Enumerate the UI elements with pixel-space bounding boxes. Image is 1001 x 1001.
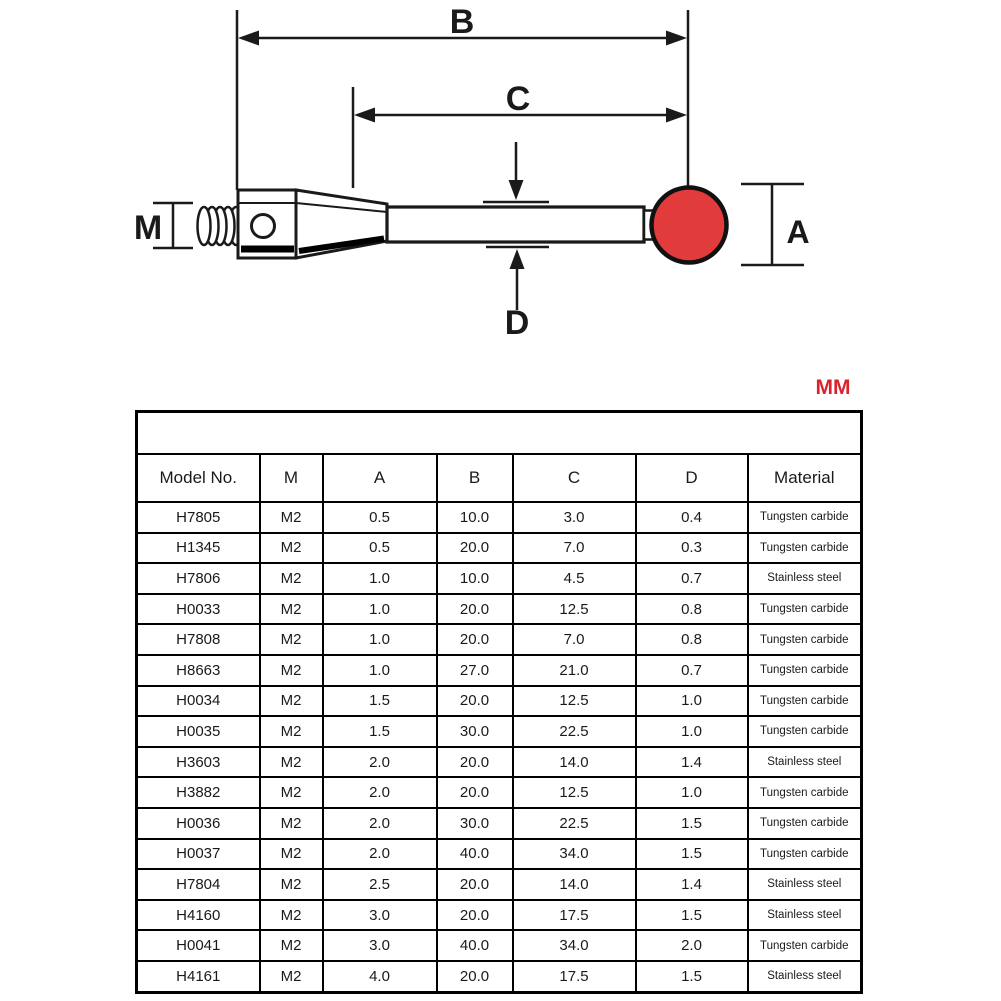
cell-b: 20.0 bbox=[437, 747, 513, 778]
spacer-cell bbox=[137, 412, 862, 455]
cell-m: M2 bbox=[260, 624, 323, 655]
set-screw-hole bbox=[252, 215, 275, 238]
table-row bbox=[137, 533, 862, 564]
cell-a: 1.0 bbox=[323, 624, 437, 655]
cell-m: M2 bbox=[260, 747, 323, 778]
dim-label-c: C bbox=[505, 80, 531, 118]
cell-a: 2.0 bbox=[323, 808, 437, 839]
cell-d: 1.0 bbox=[636, 686, 748, 717]
cell-c: 12.5 bbox=[513, 686, 636, 717]
thread-section bbox=[198, 207, 243, 245]
arrowhead-icon bbox=[666, 31, 687, 46]
cell-material: Tungsten carbide bbox=[748, 930, 862, 961]
cell-material: Tungsten carbide bbox=[748, 594, 862, 625]
cell-material: Tungsten carbide bbox=[748, 655, 862, 686]
table-row bbox=[137, 686, 862, 717]
cell-c: 3.0 bbox=[513, 502, 636, 533]
col-header-d: D bbox=[636, 454, 748, 502]
cell-m: M2 bbox=[260, 930, 323, 961]
cell-a: 2.0 bbox=[323, 839, 437, 870]
spec-table bbox=[135, 410, 863, 994]
table-spacer-row bbox=[137, 412, 862, 455]
cell-m: M2 bbox=[260, 655, 323, 686]
cell-b: 20.0 bbox=[437, 900, 513, 931]
cell-m: M2 bbox=[260, 869, 323, 900]
cell-c: 17.5 bbox=[513, 961, 636, 992]
cell-material: Tungsten carbide bbox=[748, 624, 862, 655]
cell-b: 20.0 bbox=[437, 961, 513, 992]
table-row bbox=[137, 624, 862, 655]
cell-b: 20.0 bbox=[437, 869, 513, 900]
cell-b: 30.0 bbox=[437, 808, 513, 839]
table-row bbox=[137, 839, 862, 870]
cell-model: H7804 bbox=[137, 869, 260, 900]
cell-b: 40.0 bbox=[437, 839, 513, 870]
cell-m: M2 bbox=[260, 563, 323, 594]
cell-material: Stainless steel bbox=[748, 747, 862, 778]
cell-material: Stainless steel bbox=[748, 869, 862, 900]
cell-material: Tungsten carbide bbox=[748, 716, 862, 747]
cell-c: 17.5 bbox=[513, 900, 636, 931]
cell-m: M2 bbox=[260, 716, 323, 747]
table-row bbox=[137, 502, 862, 533]
cell-b: 20.0 bbox=[437, 594, 513, 625]
cell-b: 10.0 bbox=[437, 502, 513, 533]
cell-a: 2.0 bbox=[323, 747, 437, 778]
cell-a: 1.0 bbox=[323, 655, 437, 686]
cell-model: H8663 bbox=[137, 655, 260, 686]
cell-material: Tungsten carbide bbox=[748, 839, 862, 870]
cell-d: 0.8 bbox=[636, 594, 748, 625]
cell-model: H7805 bbox=[137, 502, 260, 533]
stylus-technical-drawing bbox=[0, 0, 1001, 410]
cell-c: 22.5 bbox=[513, 808, 636, 839]
cell-a: 0.5 bbox=[323, 502, 437, 533]
cell-c: 21.0 bbox=[513, 655, 636, 686]
cell-material: Tungsten carbide bbox=[748, 808, 862, 839]
cell-m: M2 bbox=[260, 808, 323, 839]
cell-c: 34.0 bbox=[513, 930, 636, 961]
cell-model: H0041 bbox=[137, 930, 260, 961]
cell-c: 7.0 bbox=[513, 624, 636, 655]
cell-m: M2 bbox=[260, 777, 323, 808]
cell-b: 30.0 bbox=[437, 716, 513, 747]
cell-d: 1.4 bbox=[636, 747, 748, 778]
cell-d: 0.3 bbox=[636, 533, 748, 564]
cell-c: 12.5 bbox=[513, 594, 636, 625]
cell-d: 1.5 bbox=[636, 961, 748, 992]
cell-model: H7806 bbox=[137, 563, 260, 594]
cell-c: 14.0 bbox=[513, 869, 636, 900]
cell-a: 2.5 bbox=[323, 869, 437, 900]
cell-d: 1.5 bbox=[636, 839, 748, 870]
table-row bbox=[137, 563, 862, 594]
cell-model: H3603 bbox=[137, 747, 260, 778]
cell-model: H0034 bbox=[137, 686, 260, 717]
cell-c: 12.5 bbox=[513, 777, 636, 808]
cell-a: 3.0 bbox=[323, 900, 437, 931]
ball-tip bbox=[652, 188, 727, 263]
cell-a: 1.5 bbox=[323, 686, 437, 717]
table-row bbox=[137, 716, 862, 747]
dim-label-d: D bbox=[504, 304, 530, 342]
cell-b: 20.0 bbox=[437, 686, 513, 717]
cell-material: Stainless steel bbox=[748, 563, 862, 594]
cell-c: 7.0 bbox=[513, 533, 636, 564]
stem-shaft bbox=[387, 207, 644, 242]
cell-material: Tungsten carbide bbox=[748, 777, 862, 808]
col-header-material: Material bbox=[748, 454, 862, 502]
cell-b: 10.0 bbox=[437, 563, 513, 594]
cell-m: M2 bbox=[260, 502, 323, 533]
dimension-a bbox=[741, 184, 810, 265]
cell-material: Stainless steel bbox=[748, 961, 862, 992]
cell-d: 1.5 bbox=[636, 808, 748, 839]
arrowhead-icon bbox=[666, 108, 687, 123]
cell-model: H0035 bbox=[137, 716, 260, 747]
cell-d: 1.0 bbox=[636, 716, 748, 747]
dimension-b bbox=[238, 3, 687, 46]
table-row bbox=[137, 747, 862, 778]
dimension-c bbox=[354, 80, 687, 123]
table-row bbox=[137, 869, 862, 900]
cell-m: M2 bbox=[260, 961, 323, 992]
table-body bbox=[137, 502, 862, 992]
stylus-body bbox=[198, 188, 727, 263]
cell-d: 2.0 bbox=[636, 930, 748, 961]
dimension-m bbox=[134, 203, 193, 248]
cell-model: H0037 bbox=[137, 839, 260, 870]
col-header-m: M bbox=[260, 454, 323, 502]
table-row bbox=[137, 808, 862, 839]
cell-material: Tungsten carbide bbox=[748, 533, 862, 564]
cell-a: 3.0 bbox=[323, 930, 437, 961]
arrowhead-icon bbox=[238, 31, 259, 46]
table-header-row bbox=[137, 454, 862, 502]
cell-c: 4.5 bbox=[513, 563, 636, 594]
dim-label-b: B bbox=[449, 3, 475, 41]
cell-m: M2 bbox=[260, 900, 323, 931]
dim-label-m: M bbox=[133, 209, 163, 247]
cell-c: 22.5 bbox=[513, 716, 636, 747]
cell-c: 34.0 bbox=[513, 839, 636, 870]
cell-a: 2.0 bbox=[323, 777, 437, 808]
cell-model: H0033 bbox=[137, 594, 260, 625]
cell-b: 20.0 bbox=[437, 533, 513, 564]
table-row bbox=[137, 655, 862, 686]
cell-a: 1.0 bbox=[323, 563, 437, 594]
cell-d: 0.4 bbox=[636, 502, 748, 533]
cell-m: M2 bbox=[260, 594, 323, 625]
col-header-b: B bbox=[437, 454, 513, 502]
arrowhead-icon bbox=[509, 180, 524, 200]
cell-material: Tungsten carbide bbox=[748, 686, 862, 717]
cell-model: H7808 bbox=[137, 624, 260, 655]
cell-m: M2 bbox=[260, 686, 323, 717]
cell-d: 0.7 bbox=[636, 655, 748, 686]
cell-d: 1.5 bbox=[636, 900, 748, 931]
cell-b: 40.0 bbox=[437, 930, 513, 961]
col-header-c: C bbox=[513, 454, 636, 502]
cell-material: Tungsten carbide bbox=[748, 502, 862, 533]
cell-b: 20.0 bbox=[437, 624, 513, 655]
unit-label-mm: MM bbox=[815, 376, 851, 399]
table-row bbox=[137, 930, 862, 961]
table-row bbox=[137, 594, 862, 625]
cell-a: 1.0 bbox=[323, 594, 437, 625]
cell-model: H0036 bbox=[137, 808, 260, 839]
cell-a: 0.5 bbox=[323, 533, 437, 564]
cell-m: M2 bbox=[260, 839, 323, 870]
cell-d: 1.0 bbox=[636, 777, 748, 808]
table-row bbox=[137, 777, 862, 808]
dim-label-a: A bbox=[786, 214, 810, 250]
cell-model: H4160 bbox=[137, 900, 260, 931]
col-header-model: Model No. bbox=[137, 454, 260, 502]
cell-model: H3882 bbox=[137, 777, 260, 808]
cell-d: 0.7 bbox=[636, 563, 748, 594]
table-row bbox=[137, 961, 862, 992]
cell-c: 14.0 bbox=[513, 747, 636, 778]
cell-material: Stainless steel bbox=[748, 900, 862, 931]
cell-model: H1345 bbox=[137, 533, 260, 564]
arrowhead-icon bbox=[354, 108, 375, 123]
cell-a: 1.5 bbox=[323, 716, 437, 747]
table-row bbox=[137, 900, 862, 931]
cell-d: 0.8 bbox=[636, 624, 748, 655]
cell-b: 27.0 bbox=[437, 655, 513, 686]
cell-b: 20.0 bbox=[437, 777, 513, 808]
cell-model: H4161 bbox=[137, 961, 260, 992]
col-header-a: A bbox=[323, 454, 437, 502]
cell-d: 1.4 bbox=[636, 869, 748, 900]
cell-a: 4.0 bbox=[323, 961, 437, 992]
cell-m: M2 bbox=[260, 533, 323, 564]
